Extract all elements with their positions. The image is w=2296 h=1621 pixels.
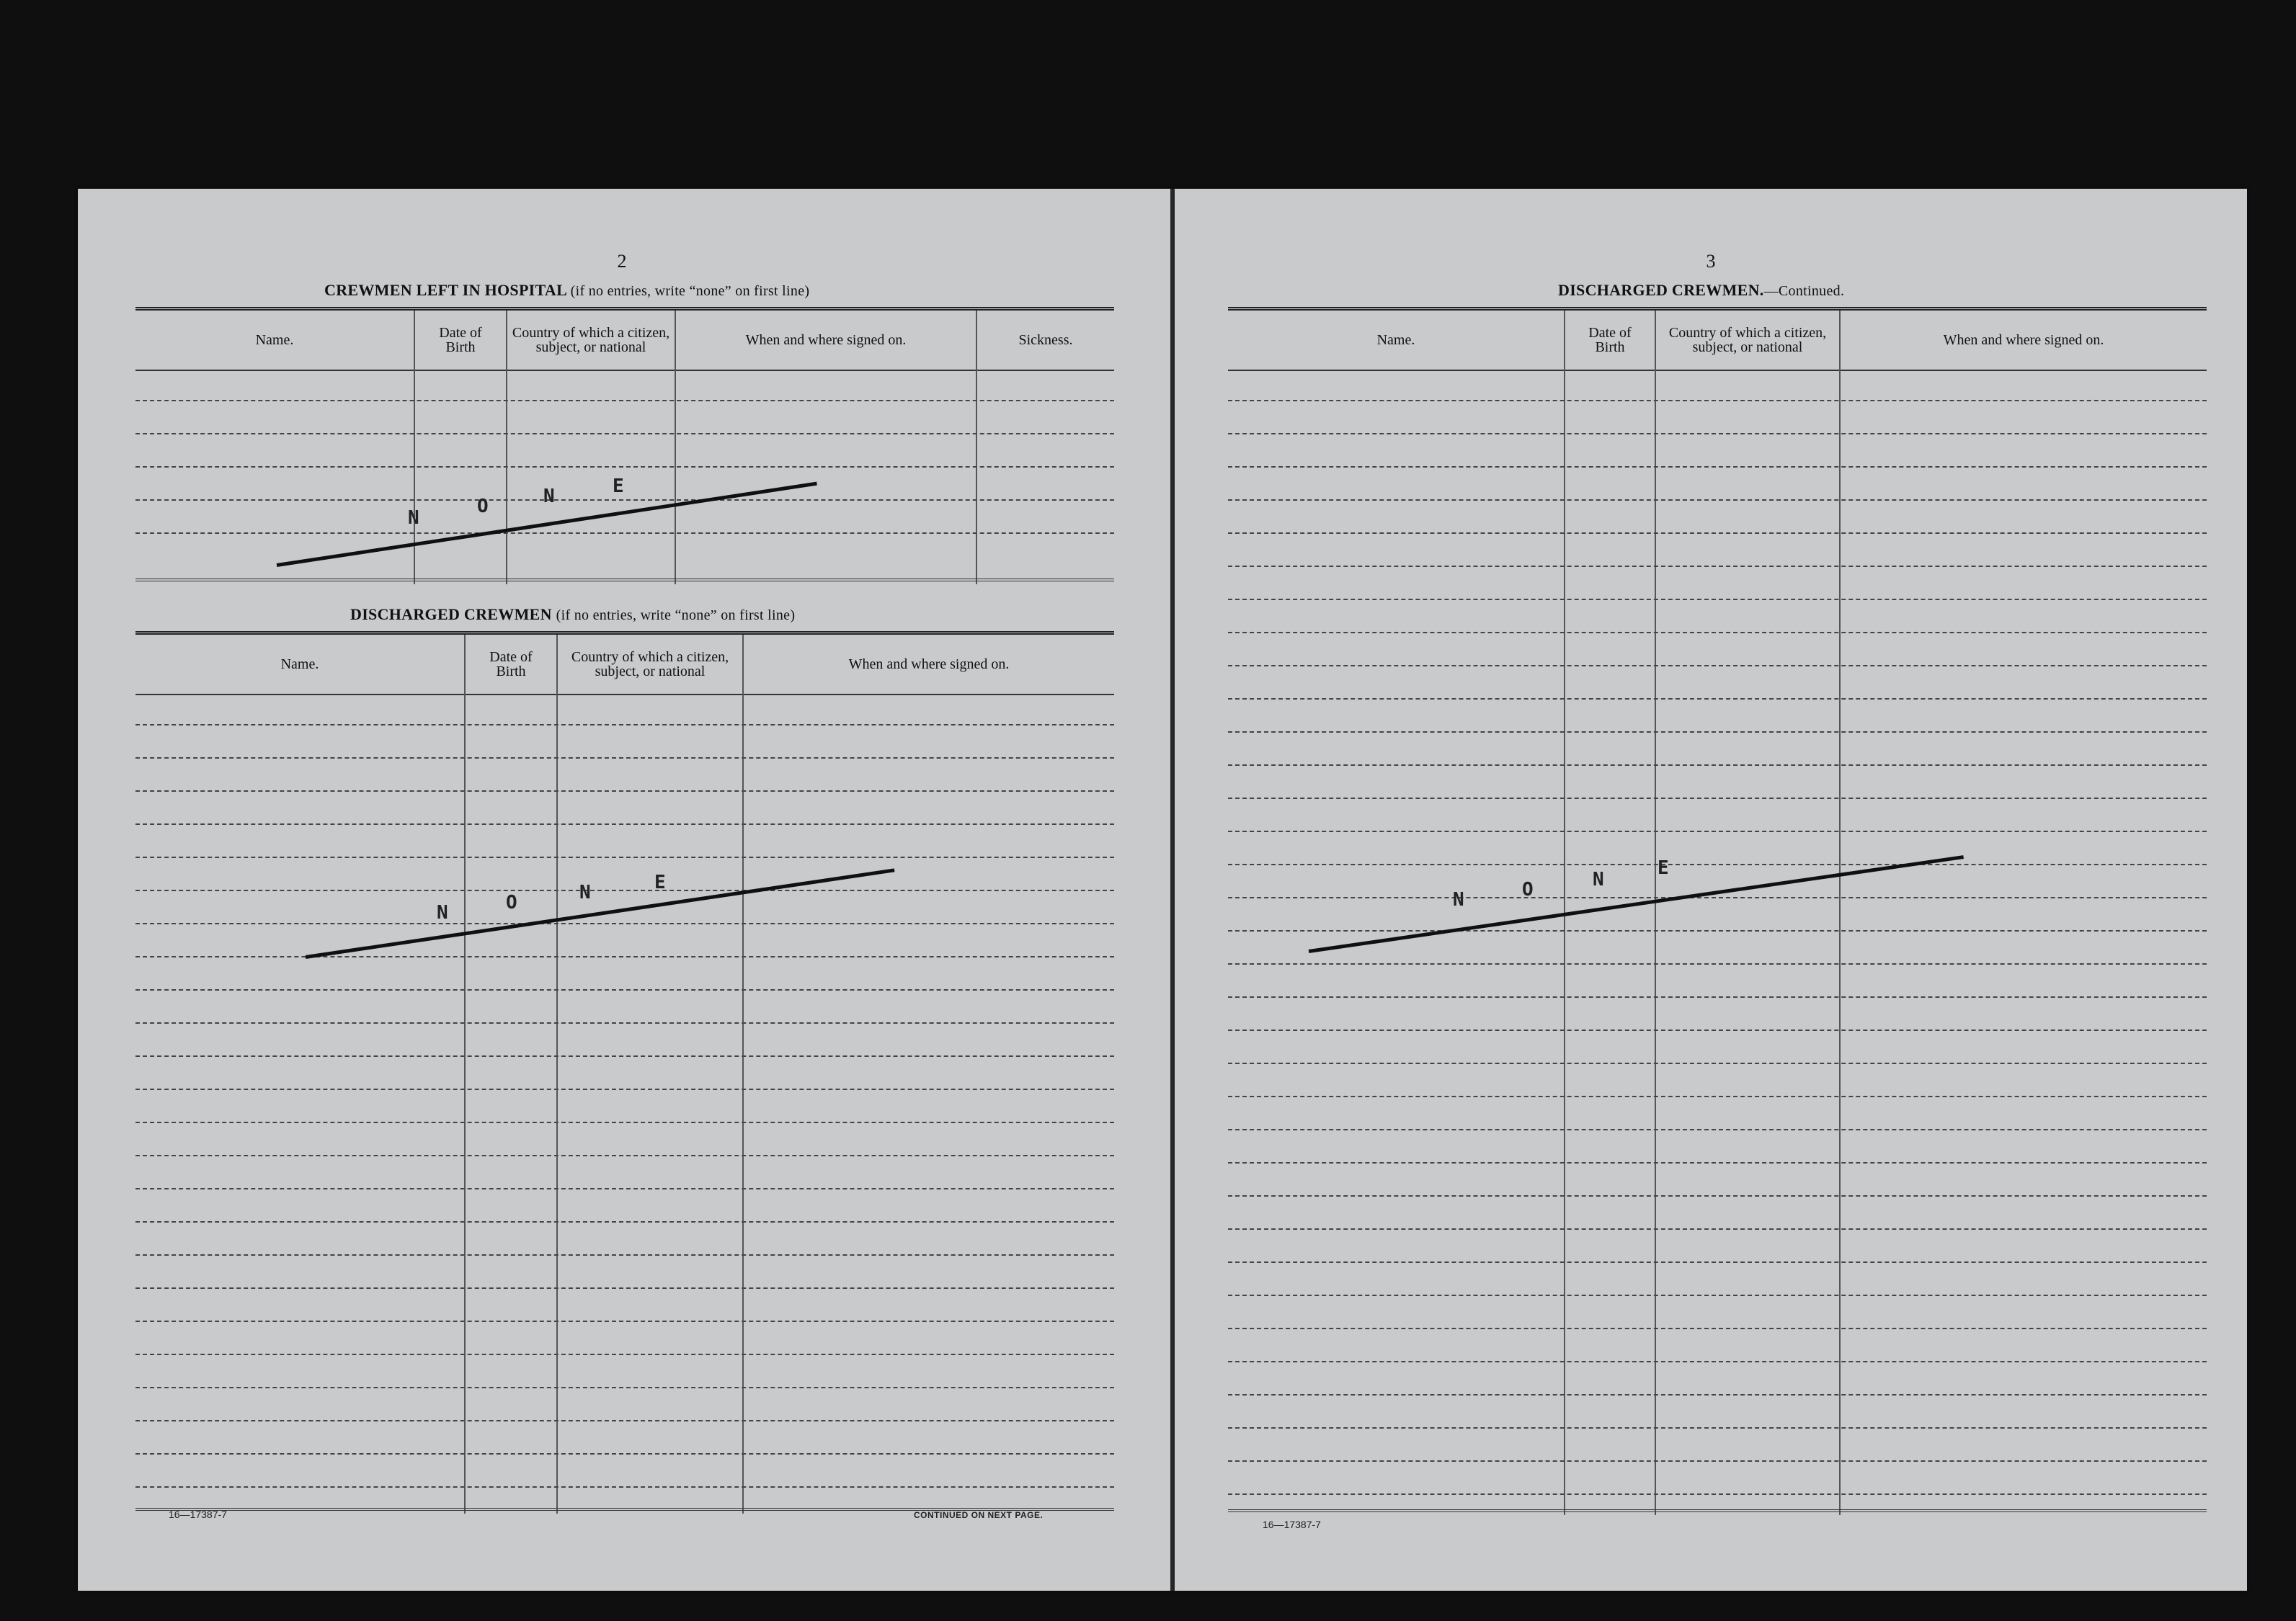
table-row[interactable] (1228, 764, 2207, 766)
table-row[interactable] (1228, 1195, 2207, 1197)
discharged-continued-table (1228, 307, 2207, 1515)
discharged-table-header (135, 635, 1114, 695)
table-row[interactable] (135, 400, 1114, 401)
table-row[interactable] (135, 433, 1114, 434)
table-row[interactable] (1228, 798, 2207, 799)
table-row[interactable] (1228, 532, 2207, 534)
col-name-header: Name. (255, 332, 294, 348)
table-row[interactable] (1228, 996, 2207, 998)
hospital-subtitle-text: (if no entries, write “none” on first line) (570, 283, 810, 299)
table-row[interactable] (135, 1188, 1114, 1189)
table-row[interactable] (1228, 1493, 2207, 1495)
table-row[interactable] (135, 1486, 1114, 1488)
stamp-letter: N (579, 882, 591, 903)
left-page (78, 189, 1172, 1591)
col-dob-header: Date of Birth (439, 325, 482, 355)
table-row[interactable] (135, 1321, 1114, 1322)
table-row[interactable] (1228, 1096, 2207, 1097)
stamp-letter: E (1658, 857, 1669, 879)
table-row[interactable] (135, 466, 1114, 468)
table-row[interactable] (1228, 400, 2207, 401)
col-country-header: Country of which a citizen, subject, or national (571, 649, 729, 679)
table-row[interactable] (1228, 1394, 2207, 1396)
stamp-letter: E (654, 872, 666, 893)
table-row[interactable] (135, 757, 1114, 759)
stamp-letter: O (1522, 879, 1534, 901)
table-row[interactable] (135, 989, 1114, 991)
table-row[interactable] (135, 790, 1114, 792)
table-row[interactable] (135, 499, 1114, 501)
col-signed-on-header: When and where signed on. (745, 332, 907, 348)
table-row[interactable] (135, 857, 1114, 858)
table-row[interactable] (135, 1254, 1114, 1256)
right-page (1175, 189, 2247, 1591)
table-row[interactable] (1228, 1361, 2207, 1362)
stamp-letter: N (543, 486, 555, 507)
table-row[interactable] (135, 1089, 1114, 1090)
table-row[interactable] (135, 532, 1114, 534)
table-row[interactable] (135, 1122, 1114, 1123)
table-row[interactable] (135, 1287, 1114, 1289)
table-row[interactable] (1228, 499, 2207, 501)
page-number: 3 (1706, 251, 1716, 272)
discharged-subtitle-text: (if no entries, write “none” on first line) (556, 607, 796, 623)
continued-text: —Continued. (1763, 283, 1845, 299)
form-number: 16—17387-7 (1263, 1519, 1321, 1530)
table-row[interactable] (1228, 433, 2207, 434)
table-row[interactable] (1228, 930, 2207, 932)
col-name-header: Name. (1376, 332, 1415, 348)
table-row[interactable] (135, 1387, 1114, 1388)
table-row[interactable] (135, 1221, 1114, 1223)
stamp-letter: N (1453, 889, 1464, 911)
table-row[interactable] (1228, 864, 2207, 865)
table-row[interactable] (135, 1022, 1114, 1024)
page-number: 2 (617, 251, 627, 272)
stamp-letter: O (506, 892, 517, 914)
col-sickness-header: Sickness. (1018, 332, 1073, 348)
table-row[interactable] (135, 823, 1114, 825)
col-country-header: Country of which a citizen, subject, or national (512, 325, 670, 355)
table-row[interactable] (135, 890, 1114, 891)
table-row[interactable] (135, 1155, 1114, 1156)
table-row[interactable] (1228, 1063, 2207, 1064)
discharged-section-title (350, 605, 795, 624)
hospital-title-text: CREWMEN LEFT IN HOSPITAL (324, 281, 566, 299)
table-row[interactable] (135, 1453, 1114, 1455)
table-row[interactable] (135, 1354, 1114, 1355)
table-row[interactable] (1228, 1261, 2207, 1263)
table-row[interactable] (1228, 1129, 2207, 1130)
table-row[interactable] (135, 923, 1114, 924)
table-row[interactable] (1228, 1427, 2207, 1429)
discharged-title-text: DISCHARGED CREWMEN (350, 605, 552, 623)
stamp-letter: N (408, 507, 419, 529)
discharged-continued-title (1558, 281, 1844, 300)
discharged-table (135, 631, 1114, 1514)
table-row[interactable] (135, 724, 1114, 725)
table-row[interactable] (1228, 831, 2207, 832)
table-row[interactable] (135, 956, 1114, 957)
stamp-letter: N (1593, 869, 1604, 890)
discharged-continued-title-text: DISCHARGED CREWMEN. (1558, 281, 1764, 299)
stamp-letter: O (477, 496, 489, 517)
col-dob-header: Date of Birth (489, 649, 533, 679)
hospital-section-title (324, 281, 809, 300)
table-row[interactable] (1228, 665, 2207, 666)
table-row[interactable] (1228, 1328, 2207, 1329)
table-row[interactable] (1228, 632, 2207, 633)
col-name-header: Name. (280, 656, 319, 672)
table-row[interactable] (1228, 698, 2207, 700)
table-row[interactable] (1228, 599, 2207, 600)
table-row[interactable] (1228, 466, 2207, 468)
table-row[interactable] (1228, 963, 2207, 965)
table-row[interactable] (1228, 1295, 2207, 1296)
table-row[interactable] (1228, 566, 2207, 567)
hospital-table-header (135, 311, 1114, 371)
table-row[interactable] (1228, 1030, 2207, 1031)
col-dob-header: Date of Birth (1588, 325, 1632, 355)
form-number: 16—17387-7 (169, 1509, 227, 1520)
table-row[interactable] (135, 1420, 1114, 1421)
stamp-letter: E (613, 475, 624, 497)
col-country-header: Country of which a citizen, subject, or national (1668, 325, 1827, 355)
table-row[interactable] (135, 1055, 1114, 1057)
table-row[interactable] (1228, 1228, 2207, 1230)
table-row[interactable] (1228, 897, 2207, 898)
table-row[interactable] (1228, 731, 2207, 733)
discharged-continued-header (1228, 311, 2207, 371)
hospital-table (135, 307, 1114, 584)
continued-note: CONTINUED ON NEXT PAGE. (914, 1510, 1044, 1520)
table-row[interactable] (1228, 1460, 2207, 1462)
col-signed-on-header: When and where signed on. (848, 656, 1010, 672)
col-signed-on-header: When and where signed on. (1943, 332, 2104, 348)
stamp-letter: N (437, 902, 448, 924)
table-row[interactable] (1228, 1162, 2207, 1164)
